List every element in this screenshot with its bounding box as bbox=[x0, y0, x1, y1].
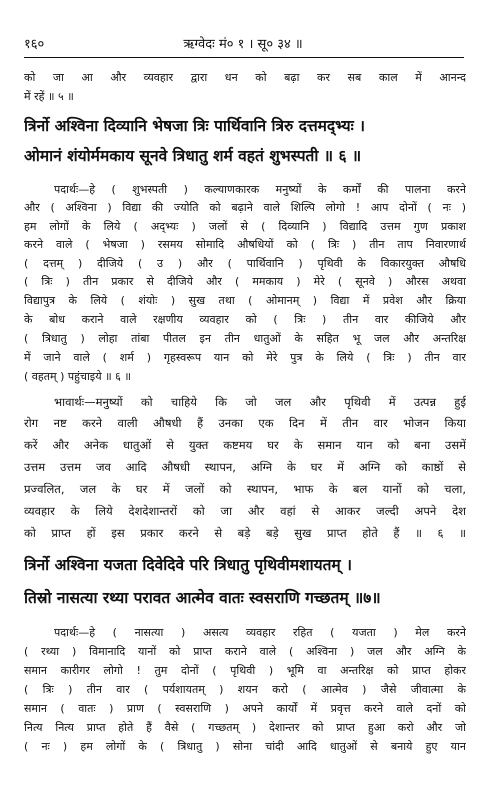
mantra-line: त्रिर्नो अश्विना यजता दिवेदिवे परि त्रिधातु पृथिवीमशायतम् । bbox=[24, 556, 352, 574]
text-line: समान कारीगर लोगो ! तुम दोनों ( पृथिवी ) भूमि वा अन्तरिक्ष को प्राप्त होकर bbox=[24, 664, 466, 677]
text-line: ( त्रिः ) तीन प्रकार से दीजिये और ( ममकाय ) मेरे ( सूनवे ) औरस अथवा bbox=[24, 275, 466, 288]
text-line: और ( अश्विना ) विद्या की ज्योति को बढ़ाने वाले शिल्पि लोगो ! आप दोनों ( नः ) bbox=[24, 201, 466, 214]
text-line: प्रज्वलित, जल के घर में जलों को स्थापन, भाफ के बल यानों को चला, bbox=[24, 482, 466, 496]
text-line: पदार्थः—हे ( शुभस्पती ) कल्याणकारक मनुष्यों के कर्मों की पालना करने bbox=[54, 183, 466, 196]
text-line: विद्यापुत्र के लिये ( शंयोः ) सुख तथा ( ओमानम् ) विद्या में प्रवेश और क्रिया bbox=[24, 294, 466, 307]
text-line: हम लोगों के लिये ( अद्भ्यः ) जलों से ( दिव्यानि ) विद्यादि उत्तम गुण प्रकाश bbox=[24, 220, 466, 233]
text-line: को जा आ और व्यवहार द्वारा धन को बढ़ा कर सब काल में आनन्द bbox=[24, 71, 466, 84]
text-line: ( त्रिः ) तीन वार ( पर्यशायतम् ) शयन करो ( आत्मेव ) जैसे जीवात्मा के bbox=[24, 683, 466, 696]
mantra-line: तिस्रो नासत्या रथ्या परावत आत्मेव वातः स्वसराणि गच्छतम् ॥७॥ bbox=[24, 589, 381, 607]
text-line: में जाने वाले ( शर्म ) गृहस्वरूप यान को मेरे पुत्र के लिये ( त्रिः ) तीन वार bbox=[24, 351, 466, 364]
text-line: को प्राप्त हों इस प्रकार करने से बड़े बड़े सुख प्राप्त होते हैं ॥ ६ ॥ bbox=[24, 526, 466, 540]
text-line: पदार्थः—हे ( नासत्या ) असत्य व्यवहार रहित ( यजता ) मेल करने bbox=[54, 626, 466, 639]
text-line: करने वाले ( भेषजा ) रसमय सोमादि औषधियों को ( त्रिः ) तीन ताप निवारणार्थ bbox=[24, 238, 466, 251]
mantra-line: ओमानं शंयोर्ममकाय सूनवे त्रिधातु शर्म वहतं शुभस्पती ॥ ६ ॥ bbox=[24, 147, 362, 165]
text-line: व्यवहार के लिये देशदेशान्तरों को जा और वहां से आकर जल्दी अपने देश bbox=[24, 504, 466, 518]
header-rule bbox=[24, 57, 464, 58]
text-line: उत्तम उत्तम जव आदि औषधी स्थापन, अग्नि के घर में अग्नि को काष्ठों से bbox=[24, 460, 466, 474]
text-line: ( नः ) हम लोगों के ( त्रिधातु ) सोना चांदी आदि धातुओं से बनाये हुए यान bbox=[24, 740, 466, 753]
text-line: करें और अनेक धातुओं से युक्त कष्टमय घर के समान यान को बना उसमें bbox=[24, 438, 466, 452]
running-title: ऋग्वेदः मं० १ । सू० ३४ ॥ bbox=[183, 37, 303, 52]
text-line: समान ( वातः ) प्राण ( स्वसराणि ) अपने कार्यों में प्रवृत्त करने वाले दनों को bbox=[24, 702, 466, 715]
text-line: ( रथ्या ) विमानादि यानों को प्राप्त कराने वाले ( अश्विना ) जल और अग्नि के bbox=[24, 645, 466, 658]
text-line: भावार्थः—मनुष्यों को चाहिये कि जो जल और पृथिवी में उत्पन्न हुई bbox=[54, 395, 466, 409]
text-line: में रहें ॥ ५ ॥ bbox=[24, 90, 74, 103]
text-line: ( त्रिधातु ) लोहा तांबा पीतल इन तीन धातुओं के सहित भू जल और अन्तरिक्ष bbox=[24, 332, 466, 345]
text-line: ( दत्तम् ) दीजिये ( उ ) और ( पार्थिवानि ) पृथिवी के विकारयुक्त औषधि bbox=[24, 257, 466, 270]
page-number: १६० bbox=[24, 37, 45, 52]
mantra-line: त्रिर्नो अश्विना दिव्यानि भेषजा त्रिः पार्थिवानि त्रिरु दत्तमद्भ्यः । bbox=[24, 117, 365, 135]
text-line: के बोध कराने वाले रक्षणीय व्यवहार को ( त्रिः ) तीन वार कीजिये और bbox=[24, 313, 466, 326]
text-line: रोग नष्ट करने वाली औषधी हैं उनका एक दिन में तीन वार भोजन किया bbox=[24, 416, 466, 430]
page-header bbox=[24, 34, 462, 52]
text-line: ( वहतम् ) पहुंचाइये ॥ ६ ॥ bbox=[24, 370, 131, 383]
text-line: नित्य नित्य प्राप्त होते हैं वैसे ( गच्छतम् ) देशान्तर को प्राप्त हुआ करो और जो bbox=[24, 721, 466, 734]
